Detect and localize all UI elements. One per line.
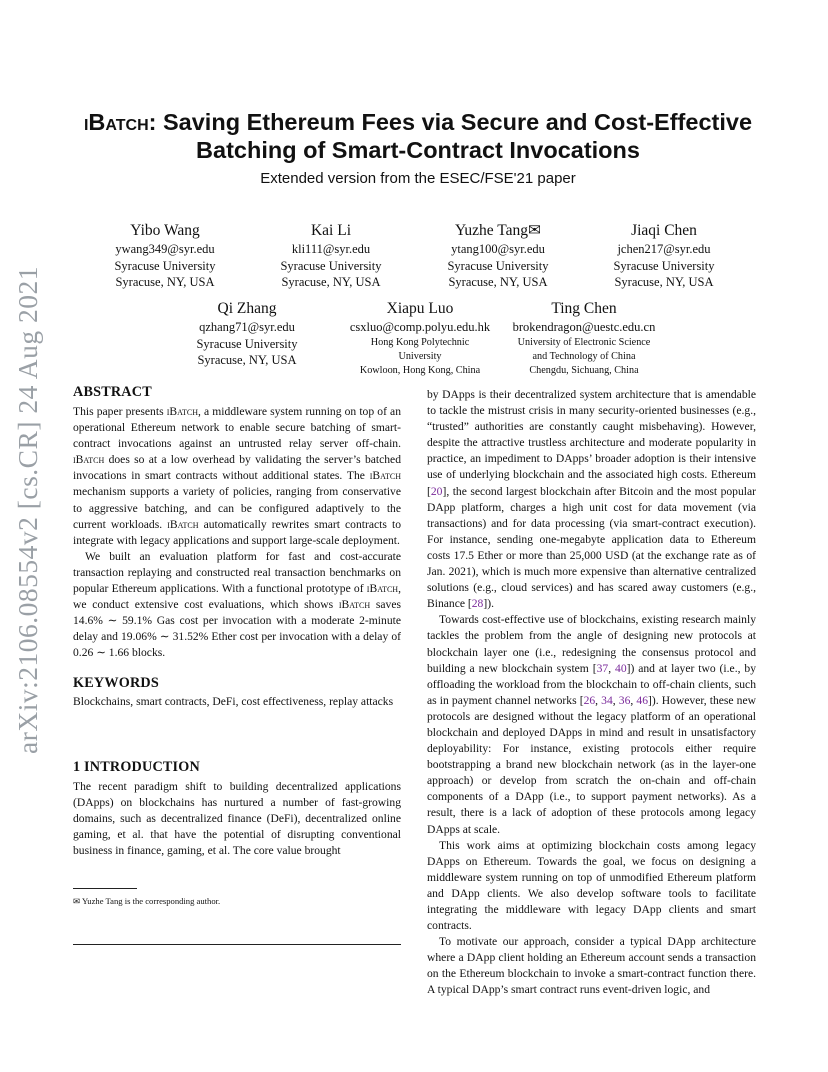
author-name: Yibo Wang	[130, 222, 200, 239]
footnote-divider	[73, 888, 137, 889]
title-line1: : Saving Ethereum Fees via Secure and Cost-Effective	[148, 109, 753, 135]
author-name: Ting Chen	[551, 300, 617, 317]
author-email: ytang100@syr.edu	[451, 242, 545, 256]
author-affiliation: Syracuse University	[114, 258, 216, 273]
introduction-paragraph: This work aims at optimizing blockchain costs among legacy DApps on Ethereum. Towards the goal, we focus on designing a middleware system running on top of unmodified Ethereum platform and DApp clients. We also develop software tools to facilitate integrating the middleware with legacy DApp clients and smart contracts.	[427, 838, 756, 933]
introduction-body-left	[73, 779, 401, 859]
author-affiliation: Hong Kong Polytechnic	[370, 336, 470, 348]
author-email: csxluo@comp.polyu.edu.hk	[349, 320, 491, 334]
abstract-heading: ABSTRACT	[73, 384, 152, 400]
author-affiliation: University	[398, 350, 442, 362]
author-email: kli111@syr.edu	[291, 242, 371, 256]
author-name: Yuzhe Tang✉	[454, 222, 542, 239]
keywords-heading: KEYWORDS	[73, 675, 159, 691]
author-email: qzhang71@syr.edu	[199, 320, 295, 334]
author-affiliation: and Technology of China	[532, 350, 636, 362]
introduction-paragraph: by DApps is their decentralized system architecture that is amendable to tackle the mistrust crisis in many security-oriented businesses (e.g., “trusted” authorities are constantly caught misbehaving). However, despite the attractive trustless architecture and moderate popularity in practice, an impediment to DApps’ broader adoption is their intensive use of underlying blockchain and the associated high costs. Ethereum [20], the second largest blockchain after Bitcoin and the most popular DApp platform, charges a high unit cost for data movement (via transactions) and for data processing (via smart-contract execution). For instance, sending one-megabyte application data to Ethereum costs 17.5 Ether or more than 25,000 USD (at the exchange rate as of Jan. 2021), which is much more expensive than alternative centralized solutions (e.g., cloud services) and has scared away customers (e.g., Binance [28]).	[427, 388, 756, 611]
footnote: ✉ Yuzhe Tang is the corresponding author.	[73, 896, 221, 906]
keywords-text	[73, 694, 401, 710]
introduction-paragraph: Towards cost-effective use of blockchains, existing research mainly tackles the problem from the angle of designing new protocols at blockchain layer one (i.e., redesigning the consensus protocol and building a new blockchain system [37, 40]) and at layer two (i.e., by offloading the workload from the blockchain to off-chain clients, such as in payment channel networks [26, 34, 36, 46]). However, these new protocols are designed without the legacy platform of an operational blockchain and deployed DApps in mind and result in unsatisfactory deployability: For instance, existing protocols either require bootstrapping a brand new blockchain network (as in the layer-one approach) or develop from scratch the on-chain and off-chain components of a DApp (i.e., to support payment networks). As a result, there is a lack of adoption of these protocols among legacy DApps at scale.	[427, 613, 756, 836]
author-name: Jiaqi Chen	[631, 222, 697, 239]
author-affiliation: Syracuse University	[613, 258, 715, 273]
author-block	[256, 221, 406, 291]
author-affiliation: Syracuse University	[447, 258, 549, 273]
author-affiliation: Syracuse University	[280, 258, 382, 273]
abstract-body	[73, 404, 401, 662]
author-location: Syracuse, NY, USA	[448, 275, 548, 289]
author-location: Syracuse, NY, USA	[614, 275, 714, 289]
author-name: Qi Zhang	[217, 300, 277, 317]
paper-title	[70, 108, 766, 164]
author-block	[172, 299, 322, 369]
title-line2: Batching of Smart-Contract Invocations	[196, 137, 640, 163]
arxiv-identifier-stamp	[10, 255, 46, 765]
introduction-heading: 1 INTRODUCTION	[73, 759, 200, 775]
author-location: Syracuse, NY, USA	[197, 353, 297, 367]
author-email: ywang349@syr.edu	[115, 242, 215, 256]
abstract-paragraph: This paper presents iBatch, a middleware system running on top of an operational Ethereum network to enable secure batching of smart-contract invocations against an untrusted relay server off-chain. iBatch does so at a low overhead by validating the server’s batched invocations in smart contracts without additional states. The iBatch mechanism supports a variety of policies, ranging from conservative to aggressive batching, and can be configured adaptively to the current workloads. iBatch automatically rewrites smart contracts to integrate with legacy applications and support large-scale deployment.	[73, 405, 401, 547]
author-affiliation: Syracuse University	[196, 336, 298, 351]
paper-subtitle: Extended version from the ESEC/FSE'21 paper	[260, 170, 576, 187]
abstract-paragraph: We built an evaluation platform for fast and cost-accurate transaction replaying and constructed real transaction benchmarks on popular Ethereum applications. With a functional prototype of iBatch, we conduct extensive cost evaluations, which shows iBatch saves 14.6% ∼ 59.1% Gas cost per invocation with a moderate 2-minute delay and 19.06% ∼ 31.52% Ether cost per invocation with a delay of 0.26 ∼ 1.66 blocks.	[73, 549, 401, 660]
author-location: Chengdu, Sichuang, China	[529, 364, 639, 376]
introduction-paragraph: To motivate our approach, consider a typical DApp architecture where a DApp client holding an Ethereum account sends a transaction on the Ethereum blockchain to invoke a smart-contract function there. A typical DApp’s smart contract runs event-driven logic, and	[427, 935, 756, 997]
author-block	[90, 221, 240, 291]
author-affiliation: University of Electronic Science	[517, 336, 651, 348]
keywords-paragraph: Blockchains, smart contracts, DeFi, cost effectiveness, replay attacks	[73, 695, 394, 708]
author-email: brokendragon@uestc.edu.cn	[512, 320, 656, 334]
bottom-divider	[73, 944, 401, 945]
author-block	[332, 299, 508, 378]
introduction-paragraph: The recent paradigm shift to building decentralized applications (DApps) on blockchains has nurtured a number of fast-growing domains, such as decentralized finance (DeFi), decentralized online gaming, et al. that have the potential of disrupting conventional business in finance, gaming, et al. The core value brought	[73, 780, 401, 858]
author-email: jchen217@syr.edu	[617, 242, 711, 256]
author-block	[423, 221, 573, 291]
arxiv-id: arXiv:2106.08554v2 [cs.CR] 24 Aug 2021	[12, 265, 43, 755]
introduction-body-right	[427, 387, 756, 999]
author-location: Kowloon, Hong Kong, China	[359, 364, 481, 376]
author-name: Kai Li	[310, 222, 352, 239]
author-block	[589, 221, 739, 291]
author-name: Xiapu Luo	[386, 300, 454, 317]
author-location: Syracuse, NY, USA	[281, 275, 381, 289]
title-system-name: iBatch	[83, 109, 149, 135]
author-location: Syracuse, NY, USA	[115, 275, 215, 289]
author-block	[496, 299, 672, 378]
